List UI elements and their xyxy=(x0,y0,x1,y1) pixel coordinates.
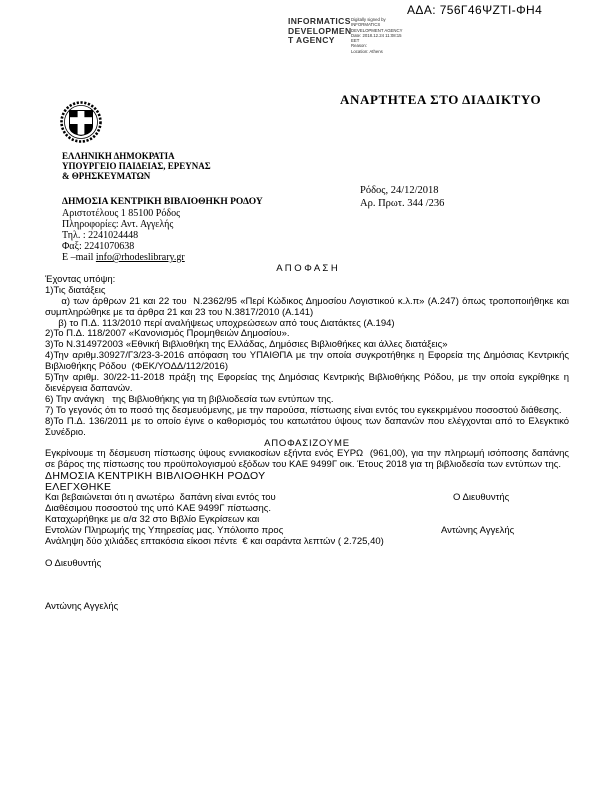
list-item: 1)Τις διατάξεις xyxy=(45,284,106,296)
email-line xyxy=(62,252,263,263)
having-regard-label: Έχοντας υπόψη: xyxy=(45,273,116,285)
checked-label: ΕΛΕΓΧΘΗΚΕ xyxy=(45,481,112,494)
register-row: Καταχωρήθηκε με α/α 32 στο Βιβλίο Εγκρίσεων και xyxy=(45,513,260,525)
date-protocol-block xyxy=(360,184,444,210)
ada-code: ΑΔΑ: 756Γ46ΨΖΤΙ-ΦΗ4 xyxy=(407,3,543,17)
decide-title: ΑΠΟΦΑΣΙΖΟΥΜΕ xyxy=(264,437,350,449)
greek-republic-emblem-icon xyxy=(58,99,104,150)
verify-row: Και βεβαιώνεται ότι η ανωτέρω δαπάνη είναι εντός του Ο Διευθυντής xyxy=(45,492,510,504)
decide-paragraph: Εγκρίνουμε τη δέσμευση πίστωσης ύψους εννιακοσίων εξήντα ενός ΕΥΡΩ (961,00), για την πληρωμή ισόποσης δαπάνης σε βάρος της πίστωσης του προϋπολογισμού εξόδων του ΚΑΕ 9499Γ οικ. Έτους 2018 για τη βιβλιοδεσία των εντύπων της. xyxy=(45,448,572,471)
list-item: 3)Το Ν.314972003 «Εθνική Βιβλιοθήκη της Ελλάδας, Δημόσιες Βιβλιοθήκες και άλλες διατάξεις» xyxy=(45,339,448,351)
director-title-right: Ο Διευθυντής xyxy=(453,492,510,504)
decision-title: Α Π Ο Φ Α Σ Η xyxy=(276,263,338,274)
register-row: Εντολών Πληρωμής της Υπηρεσίας μας. Υπόλοιπο προς Αντώνης Αγγελής xyxy=(45,524,515,536)
phone-line: Τηλ. : 2241024448 xyxy=(62,230,139,241)
organization-contact-block xyxy=(62,197,263,263)
protocol-number: Αρ. Πρωτ. 344 /236 xyxy=(360,198,445,209)
list-item: 8)Το Π.Δ. 136/2011 με το οποίο έγινε ο καθορισμός του κατωτάτου ύψους των δαπανών που ελέγχονται από το Ελεγκτικό Συνέδριο. xyxy=(45,415,572,438)
organization-name: ΔΗΜΟΣΙΑ ΚΕΝΤΡΙΚΗ ΒΙΒΛΙΟΘΗΚΗ ΡΟΔΟΥ xyxy=(62,197,263,207)
contact-person-line: Πληροφορίες: Αντ. Αγγελής xyxy=(62,219,174,230)
list-item: β) το Π.Δ. 113/2010 περί αναλήψεως υποχρεώσεων από τους Διατάκτες (Α.194) xyxy=(45,317,395,329)
issuing-authority: ΕΛΛΗΝΙΚΗ ΔΗΜΟΚΡΑΤΙΑ ΥΠΟΥΡΓΕΙΟ ΠΑΙΔΕΙΑΣ, ΕΡΕΥΝΑΣ & ΘΡΗΣΚΕΥΜΑΤΩΝ xyxy=(62,151,211,181)
decision-body xyxy=(45,263,572,613)
signature-title: Ο Διευθυντής xyxy=(45,557,102,569)
list-item: α) των άρθρων 21 και 22 του Ν.2362/95 «Περί Κώδικος Δημοσίου Λογιστικού κ.λ.π» (Α.247) όπως τροποποιήθηκε και συμπληρώθηκε με τα άρθρα 21 και 23 του Ν.3817/2010 (Α.141) xyxy=(45,295,572,318)
list-item: 2)Το Π.Δ. 118/2007 «Κανονισμός Προμηθειών Δημοσίου». xyxy=(45,328,290,340)
verify-row: Διαθέσιμου ποσοστού της υπό ΚΑΕ 9499Γ πίστωσης. xyxy=(45,502,271,514)
stamp-agency-name: INFORMATICS DEVELOPMEN T AGENCY xyxy=(288,16,352,45)
list-item: 6) Την ανάγκη της Βιβλιοθήκης για τη βιβλιοδεσία των εντύπων της. xyxy=(45,393,334,405)
digital-signature-stamp xyxy=(288,17,421,54)
register-row: Ανάληψη δύο χιλιάδες επτακόσια είκοσι πέντε € και σαράντα λεπτών ( 2.725,40) xyxy=(45,535,384,547)
address-line: Αριστοτέλους 1 85100 Ρόδος xyxy=(62,208,181,219)
list-item: 5)Την αριθμ. 30/22-11-2018 πράξη της Εφορείας της Δημόσιας Κεντρικής Βιβλιοθήκης Ρόδου, με την οποία εγκρίθηκε η διενέργεια δαπανών. xyxy=(45,372,572,394)
list-item: 7) Το γεγονός ότι το ποσό της δεσμευόμενης, με την παρούσα, πίστωσης είναι εντός του εγκεκριμένου ποσοστού διάθεσης. xyxy=(45,404,562,416)
internet-posting-banner: ΑΝΑΡΤΗΤΕΑ ΣΤΟ ΔΙΑΔΙΚΤΥΟ xyxy=(340,92,542,107)
signature-name: Αντώνης Αγγελής xyxy=(45,601,119,613)
director-name-right: Αντώνης Αγγελής xyxy=(441,524,515,536)
email-link[interactable]: info@rhodeslibrary.gr xyxy=(95,252,185,263)
fax-line: Φαξ: 2241070638 xyxy=(62,241,135,252)
stamp-signature-details: Digitally signed by INFORMATICS DEVELOPMENT AGENCY Date: 2018.12.24 11:08:15 EET Reason: Location: Athens xyxy=(351,17,403,54)
email-label: E –mail xyxy=(62,252,96,263)
org-name-line: ΔΗΜΟΣΙΑ ΚΕΝΤΡΙΚΗ ΒΙΒΛΙΟΘΗΚΗ ΡΟΔΟΥ xyxy=(45,470,266,483)
list-item: 4)Την αριθμ.30927/Γ3/23-3-2016 απόφαση του ΥΠΑΙΘΠΑ με την οποία συγκροτήθηκε η Εφορεία της Δημόσιας Κεντρικής Βιβλιοθήκης Ρόδου (ΦΕΚ/ΥΟΔΔ/112/2016) xyxy=(45,350,572,373)
place-date: Ρόδος, 24/12/2018 xyxy=(360,185,439,196)
